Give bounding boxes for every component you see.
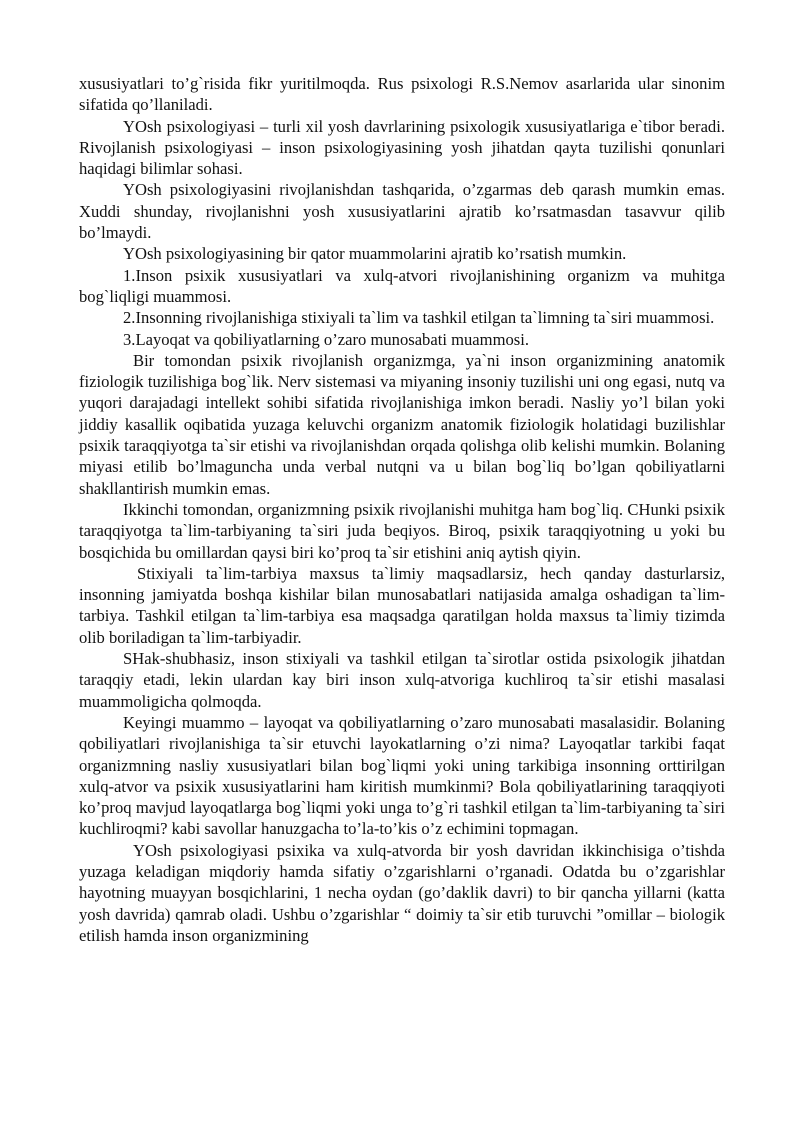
paragraph-4: YOsh psixologiyasining bir qator muammolarini ajratib ko’rsatish mumkin. (123, 244, 627, 264)
paragraph-12: Keyingi muammo – layoqat va qobiliyatlarning o’zaro munosabati masalasidir. Bolaning qobiliyatlari rivojlanishiga ta`sir etuvchi layokatlarning o’zi nima? Layoqatlar tarkibi faqat organizmning nasliy xususiyatlari bilan bog`liqmi yoki uning tarkibiga insonning orttirilgan xulq-atvor va psixik xususiyatlarini ham kiritish mumkinmi? Bola qobiliyatlarining taraqqiyoti ko’proq mavjud layoqatlarga bog`liqmi yoki unga to’g`ri tashkil etilgan ta`lim-tarbiyaning ta`siri kuchliroqmi? kabi savollar hanuzgacha to’la-to’kis o’z echimini topmagan. (79, 712, 725, 839)
paragraph-13: YOsh psixologiyasi psixika va xulq-atvorda bir yosh davridan ikkinchisiga o’tishda yuzaga keladigan miqdoriy hamda sifatiy o’zgarishlarni o’rganadi. Odatda bu o’zgarishlar hayotning muayyan bosqichlarini, 1 necha oydan (go’daklik davri) to bir qancha yillarni (katta yosh davrida) qamrab oladi. Ushbu o’zgarishlar “ doimiy ta`sir etib turuvchi ”omillar – biologik etilish hamda inson organizmining (79, 840, 725, 945)
document-page (79, 73, 725, 946)
paragraph-9: Ikkinchi tomondan, organizmning psixik rivojlanishi muhitga ham bog`liq. CHunki psixik taraqqiyotga ta`lim-tarbiyaning ta`siri juda beqiyos. Biroq, psixik taraqqiyotning u yoki bu bosqichida bu omillardan qaysi biri ko’proq ta`sir etishini aniq aytish qiyin. (79, 499, 725, 562)
paragraph-1: xususiyatlari to’g`risida fikr yuritilmoqda. Rus psixologi R.S.Nemov asarlarida ular sinonim sifatida qo’llaniladi. (79, 74, 725, 115)
paragraph-3: YOsh psixologiyasini rivojlanishdan tashqarida, o’zgarmas deb qarash mumkin emas. Xuddi shunday, rivojlanishni yosh xususiyatlarini ajratib ko’rsatmasdan tasavvur qilib bo’lmaydi. (79, 180, 725, 243)
paragraph-8: Bir tomondan psixik rivojlanish organizmga, ya`ni inson organizmining anatomik fiziologik tuzilishiga bog`lik. Nerv sistemasi va miyaning insoniy tuzilishi uni ong egasi, nutq va yuqori darajadagi intellekt sohibi sifatida rivojlanishiga imkon beradi. Nasliy yo’l bilan yoki jiddiy kasallik oqibatida yuzaga keluvchi organizm anatomik fiziologik holatidagi buzilishlar psixik taraqqiyotga ta`sir etishi va rivojlanishdan orqada qolishga olib kelishi mumkin. Bolaning miyasi etilib bo’lmaguncha unda verbal nutqni va u bilan bog`liq bo’lgan qobiliyatlarni shakllantirish mumkin emas. (79, 350, 725, 498)
paragraph-10: Stixiyali ta`lim-tarbiya maxsus ta`limiy maqsadlarsiz, hech qanday dasturlarsiz, insonning jamiyatda boshqa kishilar bilan munosabatlari natijasida amalga oshadigan ta`lim-tarbiya. Tashkil etilgan ta`lim-tarbiya esa maqsadga qaratilgan holda maxsus ta`limiy tizimda olib boriladigan ta`lim-tarbiyadir. (79, 563, 725, 647)
paragraph-7: 3.Layoqat va qobiliyatlarning o’zaro munosabati muammosi. (123, 329, 529, 349)
paragraph-11: SHak-shubhasiz, inson stixiyali va tashkil etilgan ta`sirotlar ostida psixologik jihatdan taraqqiy etadi, lekin ulardan kay biri inson xulq-atvoriga kuchliroq ta`sir etishi masalasi muammoligicha qolmoqda. (79, 649, 725, 711)
paragraph-5: 1.Inson psixik xususiyatlari va xulq-atvori rivojlanishining organizm va muhitga bog`liqligi muammosi. (79, 265, 725, 306)
paragraph-2: YOsh psixologiyasi – turli xil yosh davrlarining psixologik xususiyatlariga e`tibor beradi. Rivojlanish psixologiyasi – inson psixologiyasining yosh jihatdan qayta tuzilishi qonunlari haqidagi bilimlar sohasi. (79, 116, 725, 179)
paragraph-6: 2.Insonning rivojlanishiga stixiyali ta`lim va tashkil etilgan ta`limning ta`siri muammosi. (123, 308, 715, 328)
